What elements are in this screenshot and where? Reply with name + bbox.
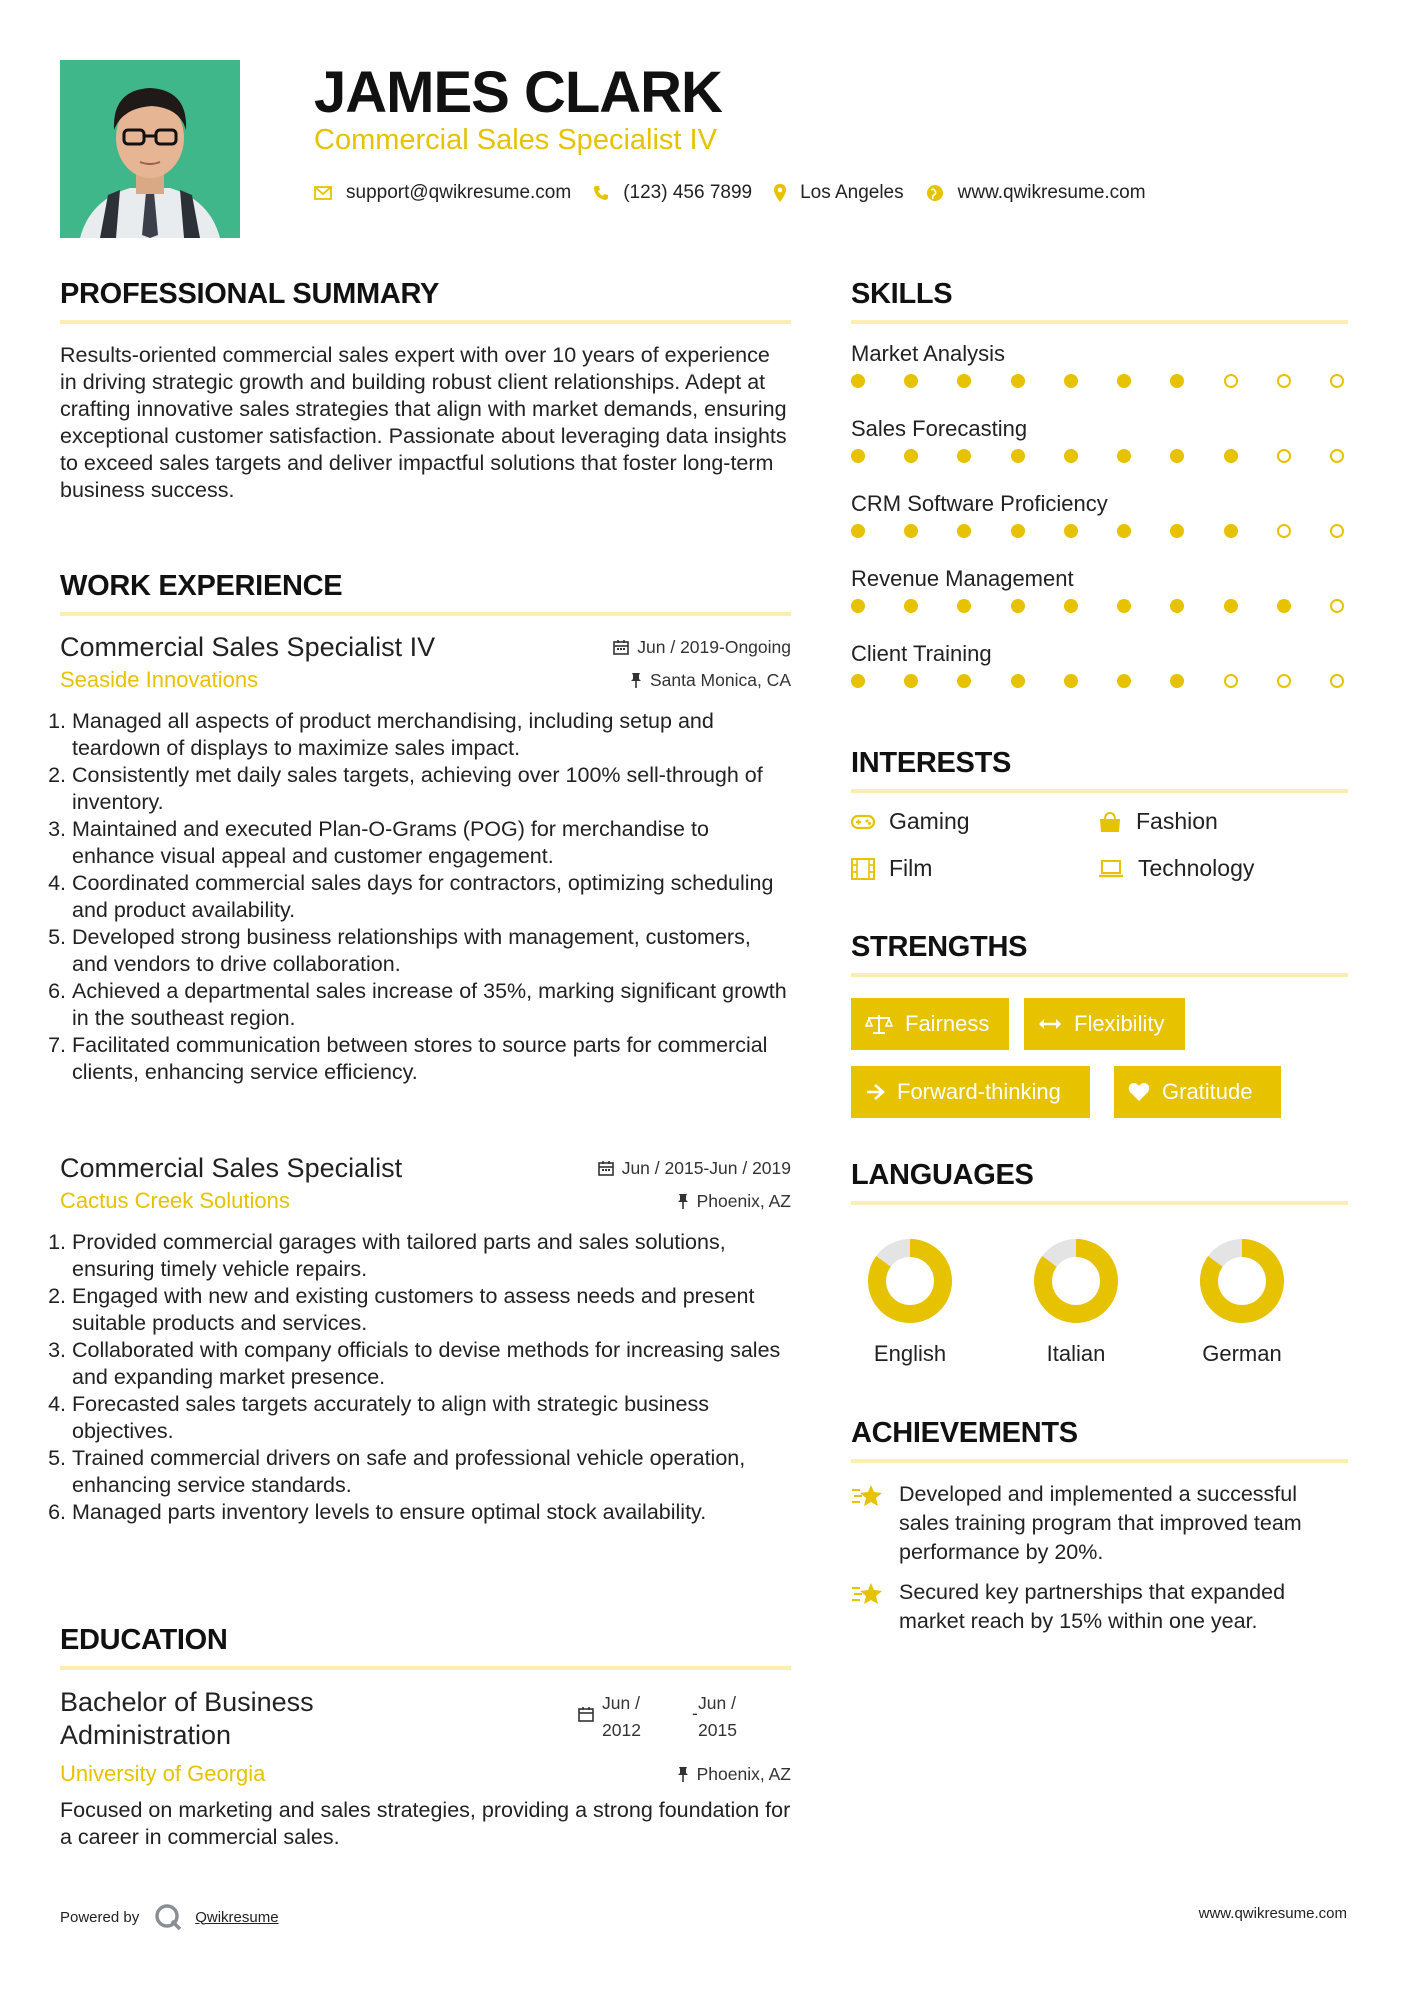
rating-dot-filled: [1064, 674, 1078, 688]
rating-dot-filled: [1117, 374, 1131, 388]
map-pin-icon: [774, 184, 786, 202]
candidate-name: JAMES CLARK: [314, 60, 722, 125]
strength-tag: [851, 1066, 1090, 1118]
list-item: 5. Trained commercial drivers on safe and professional vehicle operation, enhancing service standards.: [72, 1445, 791, 1499]
job-company: Seaside Innovations: [60, 667, 259, 692]
contact-phone[interactable]: [593, 182, 752, 204]
rating-dot-filled: [1064, 449, 1078, 463]
list-item: 3. Collaborated with company officials to devise methods for increasing sales and expanding market presence.: [72, 1337, 791, 1391]
rating-dot-empty: [1330, 674, 1344, 688]
education-description: Focused on marketing and sales strategies, providing a strong foundation for a career in commercial sales.: [60, 1798, 791, 1849]
achievement-item: [851, 1578, 1348, 1636]
arrow-right-icon: [865, 1083, 885, 1101]
strength-tag: [1114, 1066, 1281, 1118]
heart-icon: [1128, 1082, 1150, 1102]
interest-label: Gaming: [889, 808, 970, 834]
education-rule: [60, 1666, 791, 1670]
rating-dot-filled: [957, 674, 971, 688]
rating-dot-filled: [904, 449, 918, 463]
school-name: University of Georgia: [60, 1761, 266, 1786]
list-item: 2. Consistently met daily sales targets, achieving over 100% sell-through of inventory.: [72, 762, 791, 816]
rating-dot-filled: [851, 599, 865, 613]
strength-label: Fairness: [905, 1011, 990, 1036]
job-dates-text: Jun / 2015-Jun / 2019: [621, 1157, 791, 1178]
skills-list: [851, 340, 1348, 715]
rating-dot-filled: [1011, 524, 1025, 538]
work-rule: [60, 612, 791, 616]
interest-technology: [1098, 855, 1254, 882]
phone-icon: [593, 185, 609, 201]
rating-dot-filled: [957, 599, 971, 613]
pushpin-icon: [677, 1193, 689, 1209]
rating-dot-filled: [851, 674, 865, 688]
laptop-icon: [1098, 859, 1124, 879]
skill-rating: [851, 374, 1344, 388]
shooting-star-icon: [851, 1482, 883, 1508]
pushpin-icon: [630, 672, 642, 688]
rating-dot-filled: [1011, 674, 1025, 688]
qwikresume-link[interactable]: Qwikresume: [195, 1908, 279, 1926]
list-item: 3. Maintained and executed Plan-O-Grams (POG) for merchandise to enhance visual appeal and customer engagement.: [72, 816, 791, 870]
rating-dot-filled: [1224, 449, 1238, 463]
skill-name: Client Training: [851, 641, 992, 666]
phone-text: (123) 456 7899: [623, 182, 753, 203]
rating-dot-filled: [1224, 524, 1238, 538]
rating-dot-empty: [1330, 524, 1344, 538]
list-item: 2. Engaged with new and existing customers to assess needs and present suitable products and services.: [72, 1283, 791, 1337]
list-item: 5. Developed strong business relationships with management, customers, and vendors to drive collaboration.: [72, 924, 791, 978]
strength-tag: [1024, 998, 1185, 1050]
rating-dot-empty: [1224, 374, 1238, 388]
rating-dot-empty: [1330, 599, 1344, 613]
footer-powered-by: [60, 1902, 279, 1932]
achievements-rule: [851, 1459, 1348, 1463]
rating-dot-filled: [1170, 374, 1184, 388]
list-item: 7. Facilitated communication between stores to source parts for commercial clients, enhancing service efficiency.: [72, 1032, 791, 1086]
rating-dot-filled: [957, 449, 971, 463]
skill-item: [851, 415, 1348, 490]
rating-dot-filled: [851, 449, 865, 463]
rating-dot-filled: [1011, 599, 1025, 613]
skill-item: [851, 640, 1348, 715]
achievement-item: [851, 1480, 1348, 1567]
pushpin-icon: [677, 1766, 689, 1782]
skill-rating: [851, 524, 1344, 538]
summary-section: [60, 276, 791, 504]
film-icon: [851, 858, 875, 880]
contact-email[interactable]: [314, 182, 571, 204]
languages-heading: LANGUAGES: [851, 1159, 1034, 1191]
skill-rating: [851, 674, 1344, 688]
rating-dot-filled: [904, 524, 918, 538]
list-item: 6. Managed parts inventory levels to ensure optimal stock availability.: [72, 1499, 791, 1526]
skill-item: [851, 340, 1348, 415]
rating-dot-empty: [1330, 449, 1344, 463]
rating-dot-empty: [1330, 374, 1344, 388]
rating-dot-filled: [851, 524, 865, 538]
summary-heading: PROFESSIONAL SUMMARY: [60, 278, 440, 310]
calendar-icon: [613, 639, 629, 655]
education-end: Jun / 2015: [698, 1693, 737, 1740]
interests-heading: INTERESTS: [851, 747, 1012, 779]
rating-dot-filled: [1011, 374, 1025, 388]
rating-dot-empty: [1277, 524, 1291, 538]
education-date-separator: -: [692, 1703, 698, 1723]
interest-label: Film: [889, 855, 933, 881]
rating-dot-filled: [1224, 599, 1238, 613]
rating-dot-filled: [1170, 674, 1184, 688]
rating-dot-filled: [1170, 524, 1184, 538]
powered-by-label: Powered by: [60, 1908, 140, 1926]
rating-dot-filled: [1064, 599, 1078, 613]
skill-rating: [851, 449, 1344, 463]
language-item: [1006, 1236, 1146, 1367]
rating-dot-filled: [1277, 599, 1291, 613]
list-item: 4. Forecasted sales targets accurately to align with strategic business objectives.: [72, 1391, 791, 1445]
contact-bar: [314, 178, 1168, 208]
education-start: Jun / 2012: [602, 1693, 641, 1740]
job-title: Commercial Sales Specialist IV: [60, 632, 436, 662]
work-heading: WORK EXPERIENCE: [60, 570, 343, 602]
rating-dot-filled: [1117, 599, 1131, 613]
contact-location: [774, 182, 904, 204]
interests-rule: [851, 789, 1348, 793]
language-name: Italian: [1046, 1341, 1106, 1366]
rating-dot-filled: [904, 374, 918, 388]
job-bullets: [54, 1229, 791, 1526]
job-location: [677, 1191, 791, 1212]
qwikresume-logo-icon: [153, 1902, 183, 1932]
rating-dot-filled: [1011, 449, 1025, 463]
footer-website[interactable]: www.qwikresume.com: [1198, 1905, 1347, 1922]
education-heading: EDUCATION: [60, 1624, 228, 1656]
strengths-heading: STRENGTHS: [851, 931, 1028, 963]
education-section: [60, 1622, 791, 1670]
job-dates: [598, 1158, 791, 1179]
candidate-title: Commercial Sales Specialist IV: [314, 124, 717, 156]
rating-dot-filled: [1117, 449, 1131, 463]
skills-heading: SKILLS: [851, 278, 953, 310]
envelope-icon: [314, 186, 332, 200]
avatar: [60, 60, 240, 238]
education-location-text: Phoenix, AZ: [696, 1763, 791, 1784]
summary-rule: [60, 320, 791, 324]
list-item: 4. Coordinated commercial sales days for contractors, optimizing scheduling and product availability.: [72, 870, 791, 924]
rating-dot-filled: [957, 524, 971, 538]
shooting-star-icon: [851, 1580, 883, 1606]
skill-name: Revenue Management: [851, 566, 1074, 591]
language-donut: [865, 1236, 955, 1326]
globe-icon: [926, 184, 944, 202]
website-text: www.qwikresume.com: [957, 182, 1146, 203]
languages-section: [851, 1157, 1348, 1205]
balance-scale-icon: [865, 1013, 893, 1035]
arrows-horizontal-icon: [1038, 1017, 1062, 1031]
interests-section: [851, 745, 1348, 793]
education-dates: [578, 1690, 748, 1744]
strength-tag: [851, 998, 1009, 1050]
skill-name: CRM Software Proficiency: [851, 491, 1108, 516]
location-text: Los Angeles: [800, 182, 904, 203]
rating-dot-filled: [1117, 674, 1131, 688]
rating-dot-filled: [851, 374, 865, 388]
job-bullets: [54, 708, 791, 1086]
education-location: [677, 1764, 791, 1785]
rating-dot-filled: [1117, 524, 1131, 538]
gamepad-icon: [851, 814, 875, 830]
job-dates: [613, 637, 791, 658]
skill-rating: [851, 599, 1344, 613]
interest-gaming: [851, 808, 970, 835]
achievement-text: Developed and implemented a successful sales training program that improved team performance by 20%.: [899, 1482, 1302, 1564]
degree-text: Bachelor of Business Administration: [60, 1687, 314, 1750]
job-company: Cactus Creek Solutions: [60, 1188, 290, 1213]
rating-dot-filled: [1064, 524, 1078, 538]
list-item: 6. Achieved a departmental sales increase of 35%, marking significant growth in the southeast region.: [72, 978, 791, 1032]
job-entry: [60, 630, 791, 1086]
job-location-text: Santa Monica, CA: [649, 669, 791, 690]
rating-dot-empty: [1277, 374, 1291, 388]
job-location: [630, 670, 791, 691]
achievement-text: Secured key partnerships that expanded market reach by 15% within one year.: [899, 1580, 1286, 1633]
rating-dot-empty: [1224, 674, 1238, 688]
work-section: [60, 568, 791, 616]
strength-label: Gratitude: [1162, 1079, 1253, 1104]
strength-label: Flexibility: [1074, 1011, 1165, 1036]
language-donut: [1197, 1236, 1287, 1326]
language-name: German: [1202, 1341, 1282, 1366]
skill-item: [851, 565, 1348, 640]
language-name: English: [873, 1341, 947, 1366]
list-item: 1. Managed all aspects of product merchandising, including setup and teardown of displays to maximize sales impact.: [72, 708, 791, 762]
strengths-rule: [851, 973, 1348, 977]
summary-text: Results-oriented commercial sales expert with over 10 years of experience in driving strategic growth and building robust client relationships. Adept at crafting innovative sales strategies that align with market demands, ensuring exceptional customer satisfaction. Passionate about leveraging data insights to exceed sales targets and deliver impactful solutions that foster long-term business success.: [60, 343, 787, 502]
job-location-text: Phoenix, AZ: [696, 1190, 791, 1211]
achievements-section: [851, 1415, 1348, 1463]
skill-name: Market Analysis: [851, 341, 1006, 366]
contact-website[interactable]: [926, 182, 1146, 204]
language-item: [1172, 1236, 1312, 1367]
rating-dot-filled: [1064, 374, 1078, 388]
strength-label: Forward-thinking: [897, 1079, 1061, 1104]
list-item: 1. Provided commercial garages with tailored parts and sales solutions, ensuring timely vehicle repairs.: [72, 1229, 791, 1283]
calendar-icon: [578, 1706, 594, 1722]
job-title: Commercial Sales Specialist: [60, 1153, 403, 1183]
degree-title: [60, 1686, 380, 1752]
education-school-row: [60, 1760, 791, 1788]
rating-dot-filled: [904, 674, 918, 688]
interest-label: Technology: [1138, 855, 1255, 881]
rating-dot-empty: [1277, 674, 1291, 688]
skills-section: [851, 276, 1348, 324]
rating-dot-filled: [1170, 599, 1184, 613]
interest-film: [851, 855, 932, 882]
job-dates-text: Jun / 2019-Ongoing: [637, 636, 791, 657]
languages-rule: [851, 1201, 1348, 1205]
calendar-icon: [598, 1160, 614, 1176]
interest-label: Fashion: [1136, 808, 1218, 834]
skill-name: Sales Forecasting: [851, 416, 1028, 441]
rating-dot-filled: [1170, 449, 1184, 463]
skills-rule: [851, 320, 1348, 324]
achievements-heading: ACHIEVEMENTS: [851, 1417, 1078, 1449]
interest-fashion: [1098, 808, 1218, 835]
strengths-section: [851, 929, 1348, 977]
skill-item: [851, 490, 1348, 565]
rating-dot-filled: [904, 599, 918, 613]
language-donut: [1031, 1236, 1121, 1326]
shopping-bag-icon: [1098, 811, 1122, 833]
profile-photo: [60, 60, 240, 238]
job-entry: [60, 1151, 791, 1526]
language-item: [840, 1236, 980, 1367]
email-text: support@qwikresume.com: [346, 182, 572, 203]
rating-dot-empty: [1277, 449, 1291, 463]
rating-dot-filled: [957, 374, 971, 388]
